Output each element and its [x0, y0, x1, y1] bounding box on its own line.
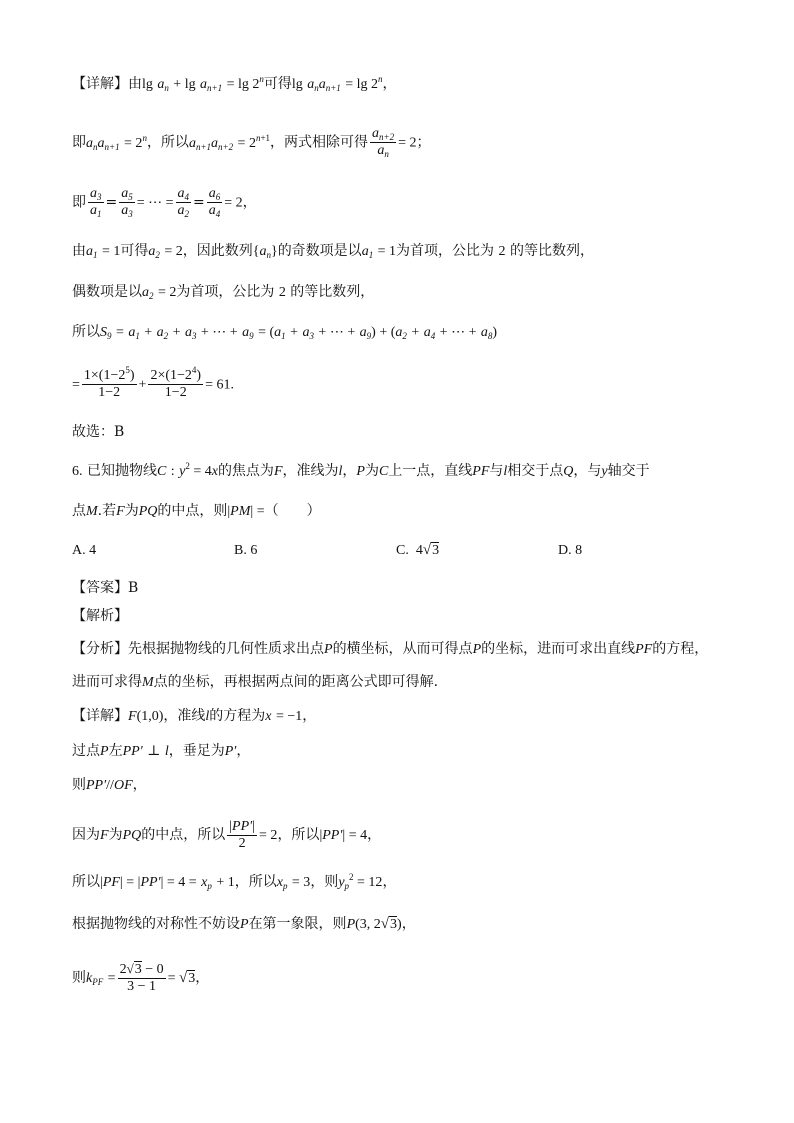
text-line: 即$a_na_{n+1} = 2^n$，所以$a_{n+1}a_{n+2} = 2^{n+1}$，两式相除可得 $\frac{a_{n+2}}{a_n}$ = 2； [72, 126, 431, 159]
text-line: 偶数项是以$a_2 = 2$为首项，公比为 2 的等比数列， [72, 284, 375, 301]
text-line: 所以$|PF| = |PP'| = 4 = x_p + 1$，所以$x_p = 3$，则$y_p^2 = 12$， [72, 872, 397, 891]
text-line: 【详解】由$\lg a_n + \lg a_{n+1} = \lg 2^n$可得$\lg a_na_{n+1} = \lg 2^n$， [72, 74, 397, 93]
analysis-heading: 【解析】 [72, 608, 128, 624]
text-line: 所以$S_9 = a_1 + a_2 + a_3$ + ⋯ + $a_9 = (a_1 + a_3$ + ⋯ + $a_9) + (a_2 + a_4$ + ⋯ + $a_8$) [72, 324, 498, 341]
text-line: 过点P左PP′ ⊥ l，垂足为P′， [72, 743, 251, 759]
text-line: 【分析】先根据抛物线的几何性质求出点P的横坐标，从而可得点P的坐标，进而可求出直线PF的方程， [72, 641, 709, 657]
text-line: = $\frac{1\times(1-2^5)}{1-2}$ + $\frac{2\times(1-2^4)}{1-2}$ = 61. [72, 365, 234, 400]
text-line: 由$a_1 = 1$可得$a_2 = 2$，因此数列$\{a_n\}$的奇数项是以$a_1 = 1$为首项，公比为 2 的等比数列， [72, 243, 594, 260]
text-line: 【详解】F(1,0)，准线l的方程为x = −1， [72, 708, 317, 724]
options-row [72, 540, 720, 561]
option-a: A. 4 [72, 543, 97, 558]
text-line: 因为F为PQ的中点，所以 $\frac{|PP'|}{2}$ = 2，所以|PP′| = 4， [72, 819, 382, 851]
text-line: 则$k_{PF}$ = $\frac{2√3 - 0}{3 - 1}$ = √3， [72, 961, 210, 994]
text-line: 即 $\frac{a_3}{a_1}$ = $\frac{a_5}{a_3}$ = ⋯ = $\frac{a_4}{a_2}$ = $\frac{a_6}{a_4}$ = 2， [72, 186, 257, 219]
text-line: 根据抛物线的对称性不妨设P在第一象限，则P(3, 2√3)， [72, 916, 416, 932]
answer-line: 【答案】B [72, 580, 139, 596]
option-b: B. 6 [234, 543, 258, 558]
text-line: 进而可求得M点的坐标，再根据两点间的距离公式即可得解. [72, 674, 439, 690]
text-line: 则PP′//OF， [72, 777, 147, 793]
text-line: 故选：B [72, 424, 125, 440]
option-c: C. 4√3 [396, 542, 440, 558]
question-line: 点M.若F为PQ的中点，则|PM| =（ ） [72, 503, 321, 519]
question-line: 6. 已知抛物线C : $y^2 = 4x$的焦点为F，准线为l，P为C上一点，直线PF与l相交于点Q，与y轴交于 [72, 461, 650, 479]
option-d: D. 8 [558, 543, 583, 558]
